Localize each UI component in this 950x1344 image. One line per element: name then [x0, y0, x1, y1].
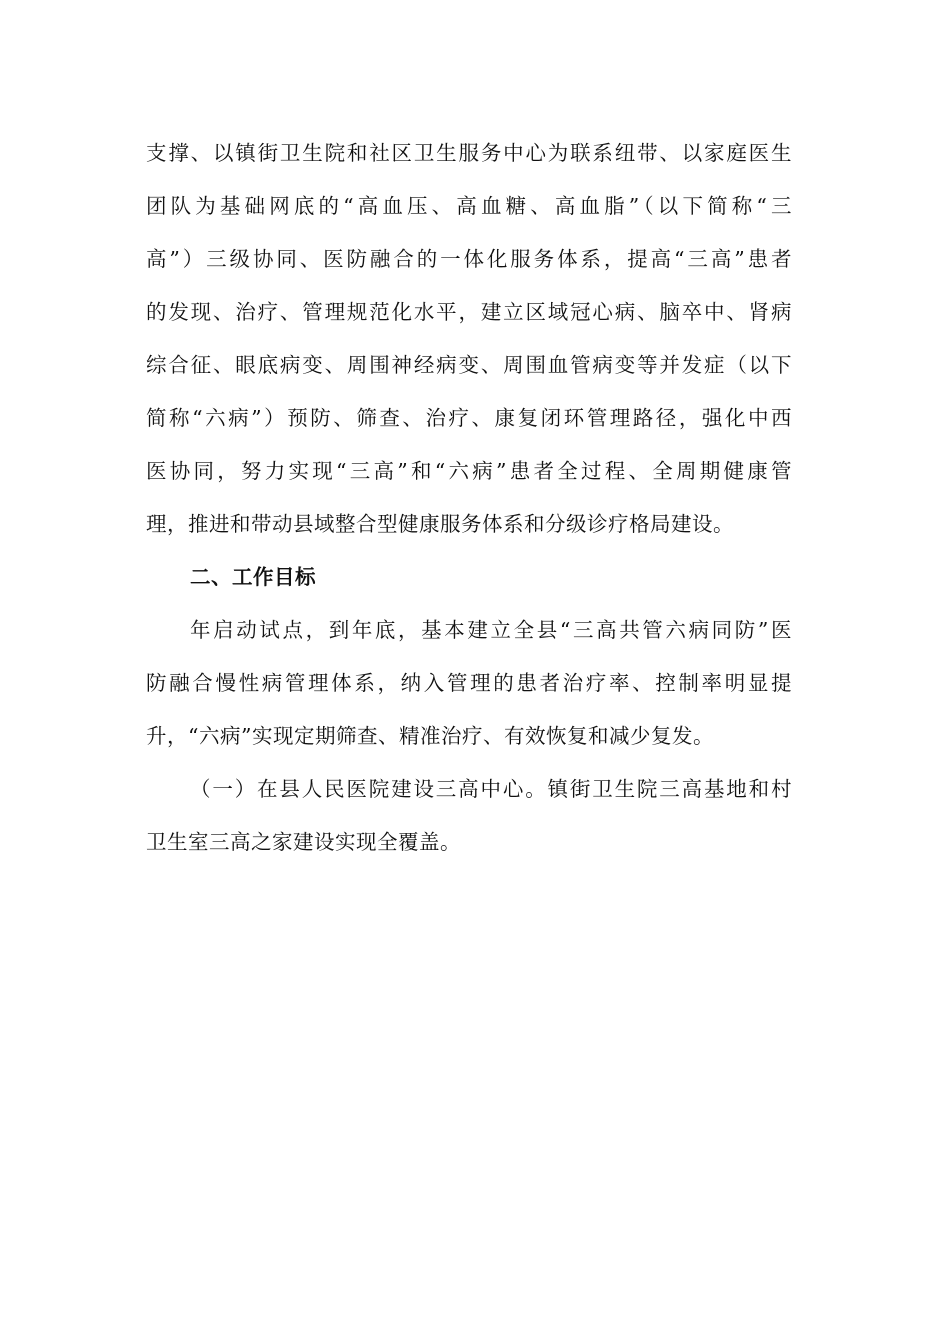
text-line: 理，推进和带动县域整合型健康服务体系和分级诊疗格局建设。 — [146, 512, 734, 536]
document-body — [146, 127, 792, 869]
text-line: 医协同，努力实现“三高”和“六病”患者全过程、全周期健康管 — [146, 459, 792, 483]
text-line: 综合征、眼底病变、周围神经病变、周围血管病变等并发症（以下 — [146, 353, 792, 377]
paragraph-work-goals — [146, 604, 792, 763]
text-line: 简称“六病”）预防、筛查、治疗、康复闭环管理路径，强化中西 — [146, 406, 792, 430]
text-line: 年启动试点，到年底，基本建立全县“三高共管六病同防”医 — [190, 618, 792, 642]
text-line: （一）在县人民医院建设三高中心。镇街卫生院三高基地和村 — [190, 777, 792, 801]
section-heading-work-goals: 二、工作目标 — [190, 565, 316, 589]
text-line: 的发现、治疗、管理规范化水平，建立区域冠心病、脑卒中、肾病 — [146, 300, 792, 324]
text-line: 升，“六病”实现定期筛查、精准治疗、有效恢复和减少复发。 — [146, 724, 714, 748]
paragraph-item-one — [146, 763, 792, 869]
text-line: 团队为基础网底的“高血压、高血糖、高血脂”（以下简称“三 — [146, 194, 792, 218]
text-line: 卫生室三高之家建设实现全覆盖。 — [146, 830, 461, 854]
text-line: 支撑、以镇街卫生院和社区卫生服务中心为联系纽带、以家庭医生 — [146, 141, 792, 165]
paragraph-system-description — [146, 127, 792, 551]
text-line: 高”）三级协同、医防融合的一体化服务体系，提高“三高”患者 — [146, 247, 792, 271]
text-line: 防融合慢性病管理体系，纳入管理的患者治疗率、控制率明显提 — [146, 671, 792, 695]
